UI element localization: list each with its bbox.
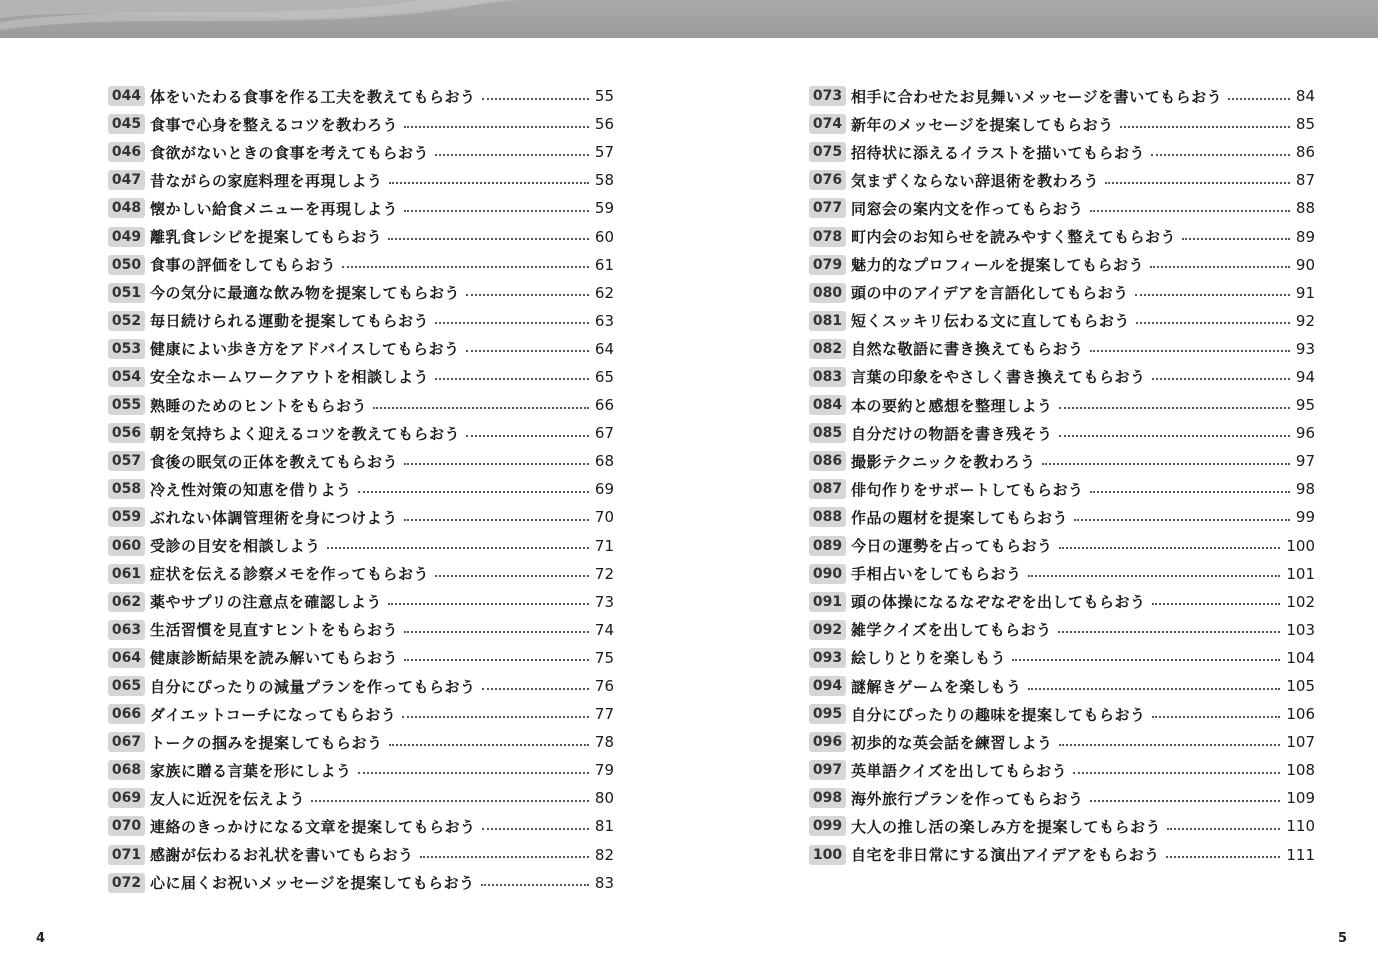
dot-leader [466, 293, 589, 296]
entry-number-badge: 085 [809, 423, 846, 443]
toc-entry[interactable] [809, 307, 1315, 335]
dot-leader [1059, 406, 1290, 409]
dot-leader [1135, 293, 1290, 296]
entry-number-badge: 065 [108, 676, 145, 696]
entry-page-number: 70 [594, 508, 614, 527]
entry-page-number: 109 [1286, 789, 1315, 808]
toc-entry[interactable] [809, 279, 1315, 307]
entry-title: 熟睡のためのヒントをもらおう [150, 396, 368, 415]
entry-title: 相手に合わせたお見舞いメッセージを書いてもらおう [851, 87, 1223, 106]
toc-entry[interactable] [809, 138, 1315, 166]
entry-title: 今の気分に最適な飲み物を提案してもらおう [150, 284, 461, 303]
toc-entry[interactable] [108, 194, 614, 222]
toc-entry[interactable] [809, 841, 1315, 869]
toc-entry[interactable] [108, 812, 614, 840]
toc-entry[interactable] [108, 644, 614, 672]
entry-number-badge: 052 [108, 311, 145, 331]
entry-title: 俳句作りをサポートしてもらおう [851, 480, 1084, 499]
entry-page-number: 95 [1295, 396, 1315, 415]
entry-title: 頭の中のアイデアを言語化してもらおう [851, 284, 1129, 303]
entry-title: 離乳食レシピを提案してもらおう [150, 228, 383, 247]
entry-page-number: 82 [594, 845, 614, 864]
toc-entry[interactable] [108, 503, 614, 531]
toc-entry[interactable] [809, 503, 1315, 531]
dot-leader [342, 265, 589, 268]
entry-page-number: 98 [1295, 480, 1315, 499]
entry-number-badge: 059 [108, 507, 145, 527]
entry-page-number: 105 [1286, 677, 1315, 696]
entry-title: 冷え性対策の知恵を借りよう [150, 480, 352, 499]
dot-leader [1152, 715, 1281, 718]
toc-entry[interactable] [108, 728, 614, 756]
entry-title: 食事で心身を整えるコツを教わろう [150, 115, 399, 134]
entry-number-badge: 099 [809, 816, 846, 836]
entry-title: 食後の眠気の正体を教えてもらおう [150, 452, 399, 471]
entry-title: 雑学クイズを出してもらおう [851, 621, 1052, 640]
entry-page-number: 59 [594, 199, 614, 218]
entry-page-number: 83 [594, 873, 614, 892]
dot-leader [388, 237, 589, 240]
entry-page-number: 100 [1286, 536, 1315, 555]
dot-leader [1136, 321, 1290, 324]
dot-leader [1042, 462, 1290, 465]
entry-page-number: 96 [1295, 424, 1315, 443]
entry-number-badge: 076 [809, 170, 846, 190]
entry-title: 初歩的な英会話を練習しよう [851, 733, 1053, 752]
toc-entry[interactable] [108, 307, 614, 335]
entry-number-badge: 087 [809, 479, 846, 499]
dot-leader [1090, 349, 1290, 352]
entry-number-badge: 056 [108, 423, 145, 443]
entry-title: 食事の評価をしてもらおう [150, 256, 337, 275]
entry-page-number: 69 [594, 480, 614, 499]
toc-entry[interactable] [108, 222, 614, 250]
entry-number-badge: 073 [809, 86, 846, 106]
dot-leader [1090, 209, 1290, 212]
entry-title: 友人に近況を伝えよう [150, 789, 306, 808]
dot-leader [482, 827, 589, 830]
entry-number-badge: 078 [809, 227, 846, 247]
entry-page-number: 92 [1295, 311, 1315, 330]
dot-leader [1152, 377, 1290, 380]
toc-entry[interactable] [809, 560, 1315, 588]
toc-entry[interactable] [809, 363, 1315, 391]
dot-leader [1228, 97, 1290, 100]
toc-entry[interactable] [108, 672, 614, 700]
toc-entry[interactable] [108, 560, 614, 588]
dot-leader [388, 602, 589, 605]
toc-entry[interactable] [108, 841, 614, 869]
entry-page-number: 68 [594, 452, 614, 471]
toc-entry[interactable] [108, 756, 614, 784]
page-number-right: 5 [1338, 931, 1348, 946]
entry-title: 朝を気持ちよく迎えるコツを教えてもらおう [150, 424, 461, 443]
dot-leader [358, 771, 589, 774]
entry-title: 今日の運勢を占ってもらおう [851, 537, 1053, 556]
dot-leader [311, 799, 589, 802]
entry-page-number: 64 [594, 339, 614, 358]
page-number-left: 4 [36, 931, 46, 946]
entry-title: 手相占いをしてもらおう [851, 565, 1022, 584]
dot-leader [404, 462, 589, 465]
entry-title: 魅力的なプロフィールを提案してもらおう [851, 256, 1145, 275]
entry-title: 安全なホームワークアウトを相談しよう [150, 368, 430, 387]
entry-number-badge: 082 [809, 339, 846, 359]
dot-leader [1074, 518, 1290, 521]
dot-leader [1059, 434, 1290, 437]
entry-page-number: 58 [594, 171, 614, 190]
dot-leader [435, 321, 589, 324]
entry-page-number: 62 [594, 283, 614, 302]
entry-title: 短くスッキリ伝わる文に直してもらおう [851, 312, 1130, 331]
entry-page-number: 65 [594, 367, 614, 386]
toc-entry[interactable] [809, 532, 1315, 560]
entry-title: 同窓会の案内文を作ってもらおう [851, 199, 1084, 218]
entry-title: 心に届くお祝いメッセージを提案してもらおう [150, 874, 475, 893]
toc-entry[interactable] [809, 475, 1315, 503]
entry-title: 自宅を非日常にする演出アイデアをもらおう [851, 846, 1160, 865]
dot-leader [1150, 265, 1290, 268]
entry-title: 自分だけの物語を書き残そう [851, 424, 1053, 443]
entry-page-number: 111 [1286, 845, 1315, 864]
entry-number-badge: 096 [809, 732, 846, 752]
toc-right-column [809, 82, 1315, 869]
entry-page-number: 75 [594, 648, 614, 667]
entry-number-badge: 095 [809, 704, 846, 724]
entry-page-number: 107 [1286, 733, 1315, 752]
entry-number-badge: 054 [108, 367, 145, 387]
entry-number-badge: 086 [809, 451, 846, 471]
dot-leader [435, 153, 589, 156]
toc-entry[interactable] [108, 588, 614, 616]
toc-entry[interactable] [108, 335, 614, 363]
entry-page-number: 56 [594, 115, 614, 134]
entry-number-badge: 067 [108, 732, 145, 752]
entry-number-badge: 075 [809, 142, 846, 162]
entry-number-badge: 091 [809, 592, 846, 612]
entry-number-badge: 061 [108, 564, 145, 584]
entry-page-number: 88 [1295, 199, 1315, 218]
entry-number-badge: 048 [108, 198, 145, 218]
toc-entry[interactable] [809, 222, 1315, 250]
entry-title: 受診の目安を相談しよう [150, 537, 321, 556]
toc-entry[interactable] [809, 82, 1315, 110]
entry-page-number: 86 [1295, 143, 1315, 162]
entry-title: 言葉の印象をやさしく書き換えてもらおう [851, 368, 1146, 387]
entry-page-number: 87 [1295, 171, 1315, 190]
entry-title: 招待状に添えるイラストを描いてもらおう [851, 143, 1146, 162]
entry-page-number: 63 [594, 311, 614, 330]
entry-title: 自分にぴったりの趣味を提案してもらおう [851, 705, 1146, 724]
entry-page-number: 89 [1295, 227, 1315, 246]
dot-leader [404, 630, 589, 633]
dot-leader [1166, 855, 1281, 858]
entry-number-badge: 084 [809, 395, 846, 415]
entry-title: 自分にぴったりの減量プランを作ってもらおう [150, 677, 476, 696]
entry-number-badge: 049 [108, 227, 145, 247]
entry-page-number: 110 [1286, 817, 1315, 836]
entry-page-number: 71 [594, 536, 614, 555]
entry-page-number: 99 [1295, 508, 1315, 527]
entry-number-badge: 046 [108, 142, 145, 162]
entry-number-badge: 044 [108, 86, 145, 106]
entry-number-badge: 079 [809, 255, 846, 275]
entry-number-badge: 074 [809, 114, 846, 134]
entry-title: 食欲がないときの食事を考えてもらおう [150, 143, 430, 162]
toc-entry[interactable] [809, 756, 1315, 784]
entry-page-number: 97 [1295, 452, 1315, 471]
entry-number-badge: 098 [809, 788, 846, 808]
toc-entry[interactable] [108, 700, 614, 728]
entry-number-badge: 068 [108, 760, 145, 780]
entry-number-badge: 062 [108, 592, 145, 612]
entry-page-number: 74 [594, 620, 614, 639]
toc-entry[interactable] [108, 363, 614, 391]
dot-leader [1059, 743, 1281, 746]
entry-title: 新年のメッセージを提案してもらおう [851, 115, 1114, 134]
toc-entry[interactable] [809, 616, 1315, 644]
dot-leader [358, 490, 589, 493]
entry-page-number: 81 [594, 817, 614, 836]
toc-entry[interactable] [108, 784, 614, 812]
entry-number-badge: 064 [108, 648, 145, 668]
entry-number-badge: 050 [108, 255, 145, 275]
dot-leader [404, 658, 589, 661]
entry-number-badge: 069 [108, 788, 145, 808]
toc-entry[interactable] [809, 784, 1315, 812]
entry-title: 健康診断結果を読み解いてもらおう [150, 649, 399, 668]
entry-page-number: 55 [594, 87, 614, 106]
dot-leader [1028, 687, 1281, 690]
entry-number-badge: 057 [108, 451, 145, 471]
entry-title: 町内会のお知らせを読みやすく整えてもらおう [851, 228, 1177, 247]
entry-number-badge: 094 [809, 676, 846, 696]
entry-page-number: 77 [594, 705, 614, 724]
toc-entry[interactable] [108, 447, 614, 475]
dot-leader [1090, 799, 1281, 802]
entry-title: 感謝が伝わるお礼状を書いてもらおう [150, 846, 414, 865]
entry-number-badge: 081 [809, 311, 846, 331]
dot-leader [404, 125, 589, 128]
toc-entry[interactable] [809, 700, 1315, 728]
toc-entry[interactable] [108, 391, 614, 419]
toc-entry[interactable] [809, 166, 1315, 194]
dot-leader [1028, 574, 1281, 577]
toc-entry[interactable] [108, 82, 614, 110]
entry-page-number: 90 [1295, 255, 1315, 274]
entry-title: 海外旅行プランを作ってもらおう [851, 789, 1084, 808]
header-band [0, 0, 1378, 38]
dot-leader [466, 349, 589, 352]
entry-number-badge: 045 [108, 114, 145, 134]
toc-entry[interactable] [108, 475, 614, 503]
toc-entry[interactable] [108, 279, 614, 307]
entry-title: 撮影テクニックを教わろう [851, 452, 1036, 471]
entry-title: 連絡のきっかけになる文章を提案してもらおう [150, 817, 476, 836]
entry-number-badge: 089 [809, 536, 846, 556]
entry-number-badge: 053 [108, 339, 145, 359]
toc-entry[interactable] [809, 812, 1315, 840]
dot-leader [481, 883, 589, 886]
entry-number-badge: 097 [809, 760, 846, 780]
dot-leader [389, 181, 589, 184]
entry-page-number: 61 [594, 255, 614, 274]
dot-leader [1090, 490, 1290, 493]
entry-number-badge: 088 [809, 507, 846, 527]
entry-number-badge: 090 [809, 564, 846, 584]
toc-entry[interactable] [108, 419, 614, 447]
toc-entry[interactable] [809, 588, 1315, 616]
entry-title: 毎日続けられる運動を提案してもらおう [150, 312, 430, 331]
entry-number-badge: 071 [108, 845, 145, 865]
entry-page-number: 102 [1286, 592, 1315, 611]
dot-leader [1167, 827, 1280, 830]
dot-leader [373, 406, 589, 409]
dot-leader [435, 377, 589, 380]
entry-page-number: 67 [594, 424, 614, 443]
toc-entry[interactable] [809, 194, 1315, 222]
entry-title: 症状を伝える診察メモを作ってもらおう [150, 565, 430, 584]
entry-page-number: 72 [594, 564, 614, 583]
entry-page-number: 106 [1286, 705, 1315, 724]
dot-leader [389, 743, 589, 746]
entry-page-number: 108 [1286, 761, 1315, 780]
entry-title: 本の要約と感想を整理しよう [851, 396, 1053, 415]
entry-page-number: 93 [1295, 339, 1315, 358]
entry-page-number: 91 [1295, 283, 1315, 302]
entry-title: トークの掴みを提案してもらおう [150, 733, 383, 752]
toc-entry[interactable] [809, 728, 1315, 756]
entry-title: 体をいたわる食事を作る工夫を教えてもらおう [150, 87, 476, 106]
entry-title: 昔ながらの家庭料理を再現しよう [150, 171, 383, 190]
entry-number-badge: 100 [809, 845, 846, 865]
entry-title: 作品の題材を提案してもらおう [851, 508, 1069, 527]
entry-page-number: 57 [594, 143, 614, 162]
dot-leader [327, 546, 589, 549]
entry-title: 英単語クイズを出してもらおう [851, 761, 1068, 780]
entry-page-number: 79 [594, 761, 614, 780]
toc-entry[interactable] [809, 419, 1315, 447]
toc-entry[interactable] [108, 869, 614, 897]
toc-entry[interactable] [809, 391, 1315, 419]
dot-leader [1059, 546, 1281, 549]
toc-entry[interactable] [809, 335, 1315, 363]
entry-number-badge: 055 [108, 395, 145, 415]
entry-number-badge: 063 [108, 620, 145, 640]
dot-leader [1073, 771, 1280, 774]
entry-number-badge: 083 [809, 367, 846, 387]
entry-title: ダイエットコーチになってもらおう [150, 705, 397, 724]
entry-number-badge: 072 [108, 873, 145, 893]
entry-number-badge: 060 [108, 536, 145, 556]
entry-title: 大人の推し活の楽しみ方を提案してもらおう [851, 817, 1162, 836]
entry-number-badge: 058 [108, 479, 145, 499]
entry-number-badge: 051 [108, 283, 145, 303]
entry-title: 自然な敬語に書き換えてもらおう [851, 340, 1084, 359]
dot-leader [402, 715, 589, 718]
dot-leader [1012, 658, 1280, 661]
wave-decoration [0, 0, 1378, 38]
entry-page-number: 76 [594, 677, 614, 696]
toc-entry[interactable] [809, 110, 1315, 138]
entry-title: 家族に贈る言葉を形にしよう [150, 761, 352, 780]
entry-page-number: 85 [1295, 115, 1315, 134]
toc-left-column [108, 82, 614, 897]
toc-entry[interactable] [108, 166, 614, 194]
dot-leader [1105, 181, 1290, 184]
entry-page-number: 78 [594, 733, 614, 752]
entry-page-number: 60 [594, 227, 614, 246]
entry-title: 謎解きゲームを楽しもう [851, 677, 1022, 696]
entry-title: 絵しりとりを楽しもう [851, 649, 1007, 668]
toc-entry[interactable] [108, 110, 614, 138]
entry-title: 薬やサプリの注意点を確認しよう [150, 593, 382, 612]
dot-leader [404, 209, 589, 212]
entry-number-badge: 077 [809, 198, 846, 218]
dot-leader [1182, 237, 1290, 240]
dot-leader [1120, 125, 1290, 128]
entry-page-number: 101 [1286, 564, 1315, 583]
entry-number-badge: 093 [809, 648, 846, 668]
toc-entry[interactable] [108, 532, 614, 560]
dot-leader [420, 855, 589, 858]
entry-page-number: 80 [594, 789, 614, 808]
entry-title: 頭の体操になるなぞなぞを出してもらおう [851, 593, 1146, 612]
entry-title: 健康によい歩き方をアドバイスしてもらおう [150, 340, 460, 359]
entry-page-number: 66 [594, 396, 614, 415]
entry-number-badge: 070 [108, 816, 145, 836]
dot-leader [466, 434, 589, 437]
dot-leader [482, 687, 589, 690]
entry-title: 気まずくならない辞退術を教わろう [851, 171, 1100, 190]
dot-leader [482, 97, 589, 100]
toc-entry[interactable] [809, 644, 1315, 672]
entry-page-number: 94 [1295, 367, 1315, 386]
dot-leader [1152, 602, 1281, 605]
entry-title: ぶれない体調管理術を身につけよう [150, 508, 398, 527]
toc-entry[interactable] [108, 251, 614, 279]
entry-title: 懐かしい給食メニューを再現しよう [150, 199, 399, 218]
toc-entry[interactable] [108, 616, 614, 644]
dot-leader [1151, 153, 1290, 156]
entry-number-badge: 047 [108, 170, 145, 190]
entry-page-number: 104 [1286, 648, 1315, 667]
entry-number-badge: 080 [809, 283, 846, 303]
entry-page-number: 103 [1286, 620, 1315, 639]
entry-title: 生活習慣を見直すヒントをもらおう [150, 621, 399, 640]
entry-page-number: 73 [594, 592, 614, 611]
entry-number-badge: 092 [809, 620, 846, 640]
dot-leader [435, 574, 589, 577]
entry-page-number: 84 [1295, 87, 1315, 106]
entry-number-badge: 066 [108, 704, 145, 724]
toc-entry[interactable] [809, 672, 1315, 700]
toc-entry[interactable] [809, 447, 1315, 475]
dot-leader [1058, 630, 1281, 633]
toc-entry[interactable] [809, 251, 1315, 279]
toc-entry[interactable] [108, 138, 614, 166]
dot-leader [404, 518, 589, 521]
